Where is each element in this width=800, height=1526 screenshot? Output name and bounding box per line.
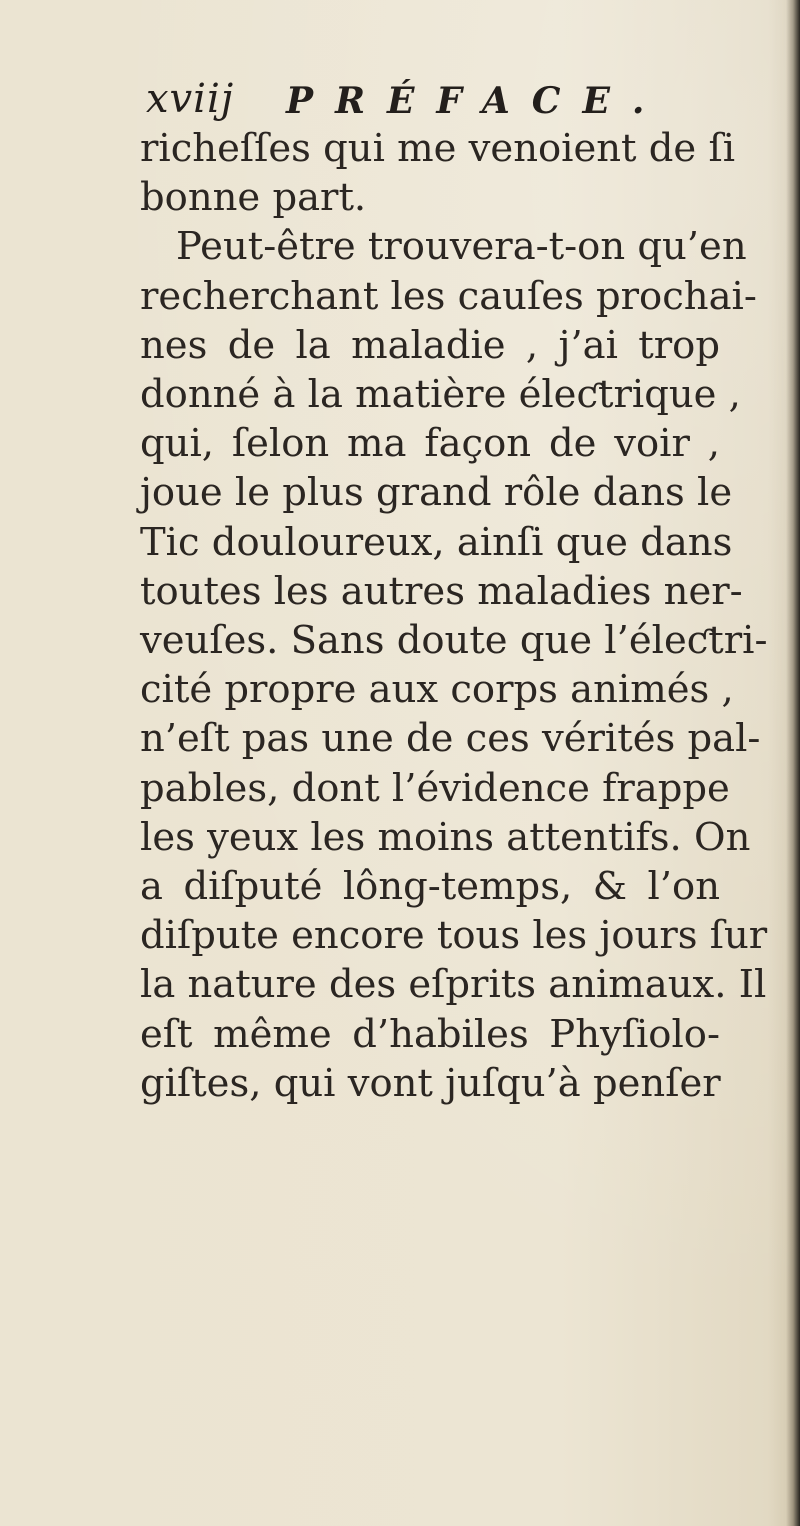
page-edge-shadow	[786, 0, 800, 1526]
body-text	[140, 124, 768, 1108]
text-line: recherchant les cauſes prochai-	[140, 273, 757, 319]
page-number: xviij	[146, 76, 235, 122]
text-line: diſpute encore tous les jours ſur	[140, 913, 768, 959]
text-line: eſt même d’habiles Phyſiolo-	[140, 1011, 720, 1057]
text-line: pables, dont l’évidence frappe	[140, 765, 730, 811]
text-line: donné à la matière éleƈtrique ,	[140, 372, 741, 418]
text-line: bonne part.	[140, 175, 367, 221]
text-line: toutes les autres maladies ner-	[140, 568, 743, 614]
text-line: Tic douloureux, ainſi que dans	[140, 519, 733, 565]
text-line: richeſſes qui me venoient de ſi	[140, 126, 736, 171]
text-line: veuſes. Sans doute que l’éleƈtri-	[140, 618, 768, 664]
text-line: qui, ſelon ma façon de voir ,	[140, 421, 720, 467]
text-line: la nature des eſprits animaux. Il	[140, 962, 767, 1008]
page-header	[146, 70, 667, 122]
text-line: a diſputé lông-temps, & l’on	[140, 864, 720, 910]
text-line: n’eſt pas une de ces vérités pal-	[140, 716, 761, 762]
text-line: les yeux les moins attentifs. On	[140, 814, 751, 860]
text-line: nes de la maladie , j’ai trop	[140, 322, 720, 368]
text-line: giſtes, qui vont juſqu’à penſer	[140, 1060, 721, 1106]
running-title: PRÉFACE.	[286, 80, 667, 122]
text-line: Peut-être trouvera-t-on qu’en	[176, 224, 747, 270]
text-line: joue le plus grand rôle dans le	[140, 470, 733, 516]
text-line: cité propre aux corps animés ,	[140, 667, 734, 713]
